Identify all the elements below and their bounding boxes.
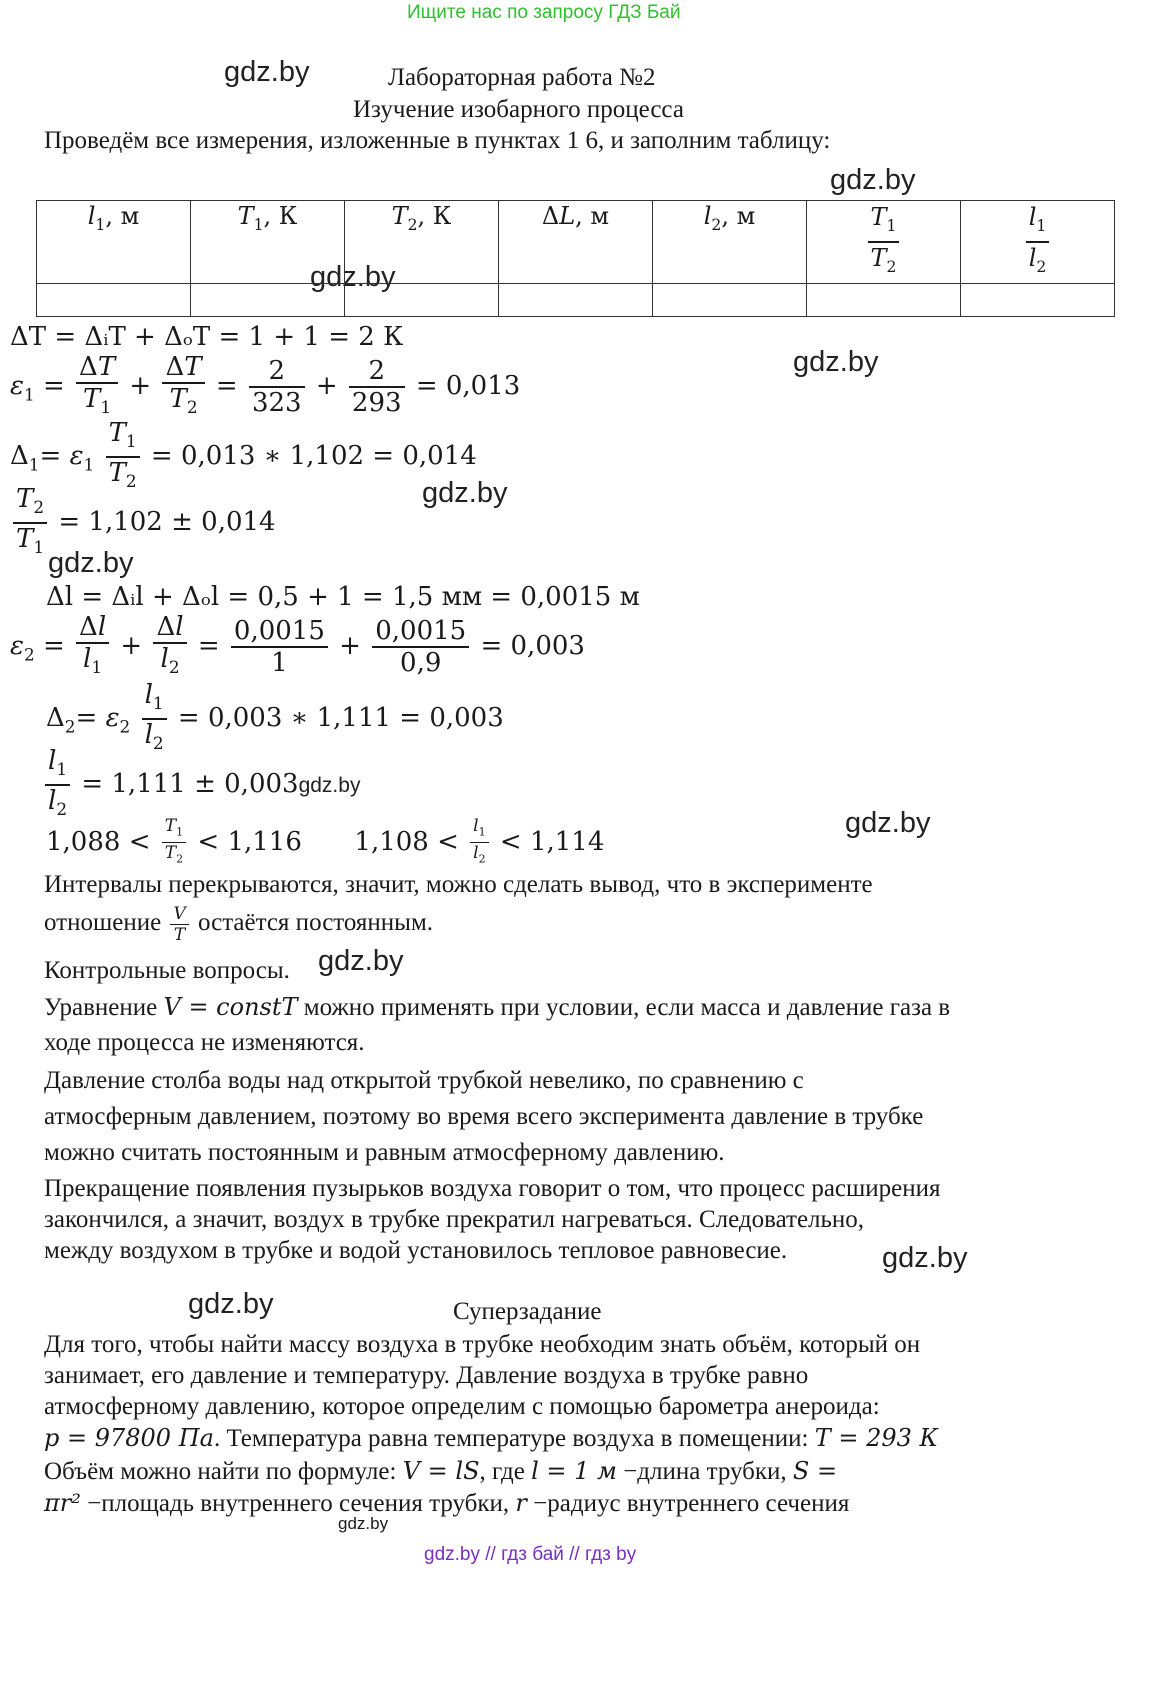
top-banner[interactable]: Ищите нас по запросу ГДЗ Бай [407,2,681,23]
formula-delta2: $\Delta_2= \varepsilon_2$ $\frac{l_1}{l_2}$ = 0,003 ∗ 1,111 = 0,003 [46,680,504,754]
table-header-cell: $T_2$, К [345,201,499,284]
eps1-result: = 0,013 [415,371,521,402]
measurement-table [36,200,1115,317]
area-expression: πr² [44,1489,81,1517]
table-header-cell: $l_2$, м [653,201,807,284]
super-text: . Температура равна температуре воздуха в помещении: [213,1425,809,1452]
answer-text: Уравнение [44,994,158,1021]
table-cell [961,283,1115,316]
radius-symbol: r [515,1489,527,1517]
eps2-result: = 0,003 [480,631,585,662]
super-task-title: Суперзадание [453,1298,602,1325]
conclusion-line2: отношение $\frac{V}{T}$ остаётся постоянным. [44,904,434,945]
watermark: gdz.by [188,1288,274,1320]
answer1-line2: ходе процесса не изменяются. [44,1029,365,1056]
answer-formula: V = constT [163,993,298,1021]
area-formula: S = [792,1457,838,1485]
watermark: gdz.by [845,807,931,839]
table-cell [345,283,499,316]
length-formula: l = 1 м [531,1457,617,1485]
table-header-cell: $\frac{T_1}{T_2}$ [807,201,961,284]
formula-ratio-t: $\frac{T_2}{T_1}$ = 1,102 ± 0,014 [10,484,276,562]
formula-eps2: $\varepsilon_2$ = $\frac{\Delta l}{l_1}$ + $\frac{\Delta l}{l_2}$ = $\frac{0,0015}{1}$ + $\frac{0,0015}{0,9}$ = 0,003 [10,612,585,679]
ratio-t-result: = 1,102 ± 0,014 [58,507,276,538]
answer-text: можно применять при условии, если масса и давление газа в [303,994,951,1021]
watermark: gdz.by [882,1242,968,1274]
answer3-line: между воздухом в трубке и водой установилось тепловое равновесие. [44,1237,788,1264]
watermark: gdz.by [310,261,396,293]
super-line: занимает, его давление и температуру. Давление воздуха в трубке равно [44,1362,809,1389]
ratio-l-result: = 1,111 ± 0,003 [81,769,299,800]
watermark: gdz.by [793,346,879,378]
super-line: атмосферному давлению, которое определим с помощью барометра анероида: [44,1393,880,1420]
formula-delta-t: ΔT = ΔᵢT + ΔₒT = 1 + 1 = 2 К [10,322,404,352]
control-questions-title: Контрольные вопросы. [44,957,290,984]
watermark: gdz.by [48,547,134,579]
table-header-cell: $T_1$, К [191,201,345,284]
interval1-right: < 1,116 [197,826,302,857]
answer1-line1 [44,990,950,1025]
watermark: gdz.by [338,1514,389,1533]
answer2-line: можно считать постоянным и равным атмосферному давлению. [44,1139,725,1166]
answer2-line: Давление столба воды над открытой трубкой невелико, по сравнению с [44,1067,804,1094]
delta1-result: = 0,013 ∗ 1,102 = 0,014 [150,441,477,472]
conclusion-line1: Интервалы перекрываются, значит, можно сделать вывод, что в эксперименте [44,871,873,898]
formula-delta1: $\Delta_1= \varepsilon_1$ $\frac{T_1}{T_2}$ = 0,013 ∗ 1,102 = 0,014 [10,418,477,492]
table-header-cell: $\frac{l_1}{l_2}$ [961,201,1115,284]
answer2-line: атмосферным давлением, поэтому во время всего эксперимента давление в трубке [44,1103,924,1130]
super-text: Объём можно найти по формуле: [44,1458,397,1485]
super-text: −площадь внутреннего сечения трубки, [87,1490,510,1517]
answer3-line: Прекращение появления пузырьков воздуха говорит о том, что процесс расширения [44,1175,941,1202]
answer3-line: закончился, а значит, воздух в трубке прекратил нагреваться. Следовательно, [44,1206,865,1233]
intro-text: Проведём все измерения, изложенные в пунктах 1 6, и заполним таблицу: [44,127,831,154]
table-cell [807,283,961,316]
interval1-left: 1,088 < [46,826,151,857]
pressure-formula: p = 97800 Па [44,1424,214,1452]
table-cell [499,283,653,316]
table-cell [653,283,807,316]
watermark: gdz.by [224,56,310,88]
delta2-result: = 0,003 ∗ 1,111 = 0,003 [177,703,504,734]
interval2-left: 1,108 < [354,826,459,857]
conclusion-text: отношение [44,909,162,937]
super-line [44,1421,938,1456]
conclusion-text: остаётся постоянным. [197,909,434,937]
super-line: Для того, чтобы найти массу воздуха в трубке необходим знать объём, который он [44,1331,921,1358]
super-text: −длина трубки, [623,1458,787,1485]
watermark: gdz.by [830,164,916,196]
formula-eps1: $\varepsilon_1$ = $\frac{\Delta T}{T_1}$ + $\frac{\Delta T}{T_2}$ = $\frac{2}{323}$ + $\frac{2}{293}$ = 0,013 [10,352,521,419]
watermark: gdz.by [318,945,404,977]
footer-links[interactable]: gdz.by // гдз бай // гдз by [424,1544,637,1565]
temperature-formula: T = 293 К [814,1424,939,1452]
formula-intervals: 1,088 < $\frac{T_1}{T_2}$ < 1,116 1,108 < $\frac{l_1}{l_2}$ < 1,114 [46,816,605,866]
page-subtitle: Изучение изобарного процесса [353,96,684,123]
formula-ratio-l: $\frac{l_1}{l_2}$ = 1,111 ± 0,003gdz.by [42,746,360,824]
interval2-right: < 1,114 [499,826,605,857]
super-text: −радиус внутреннего сечения [533,1490,850,1517]
watermark: gdz.by [298,774,361,798]
watermark: gdz.by [422,477,508,509]
page-title: Лабораторная работа №2 [388,64,656,91]
super-line [44,1486,849,1521]
super-text: , где [479,1458,525,1485]
table-header-cell: $l_1$, м [37,201,191,284]
table-cell [37,283,191,316]
formula-delta-l: Δl = Δᵢl + Δₒl = 0,5 + 1 = 1,5 мм = 0,0015 м [46,582,640,612]
volume-formula: V = lS [402,1457,480,1485]
table-cell [191,283,345,316]
table-header-cell: ΔL, м [499,201,653,284]
super-line [44,1454,837,1489]
